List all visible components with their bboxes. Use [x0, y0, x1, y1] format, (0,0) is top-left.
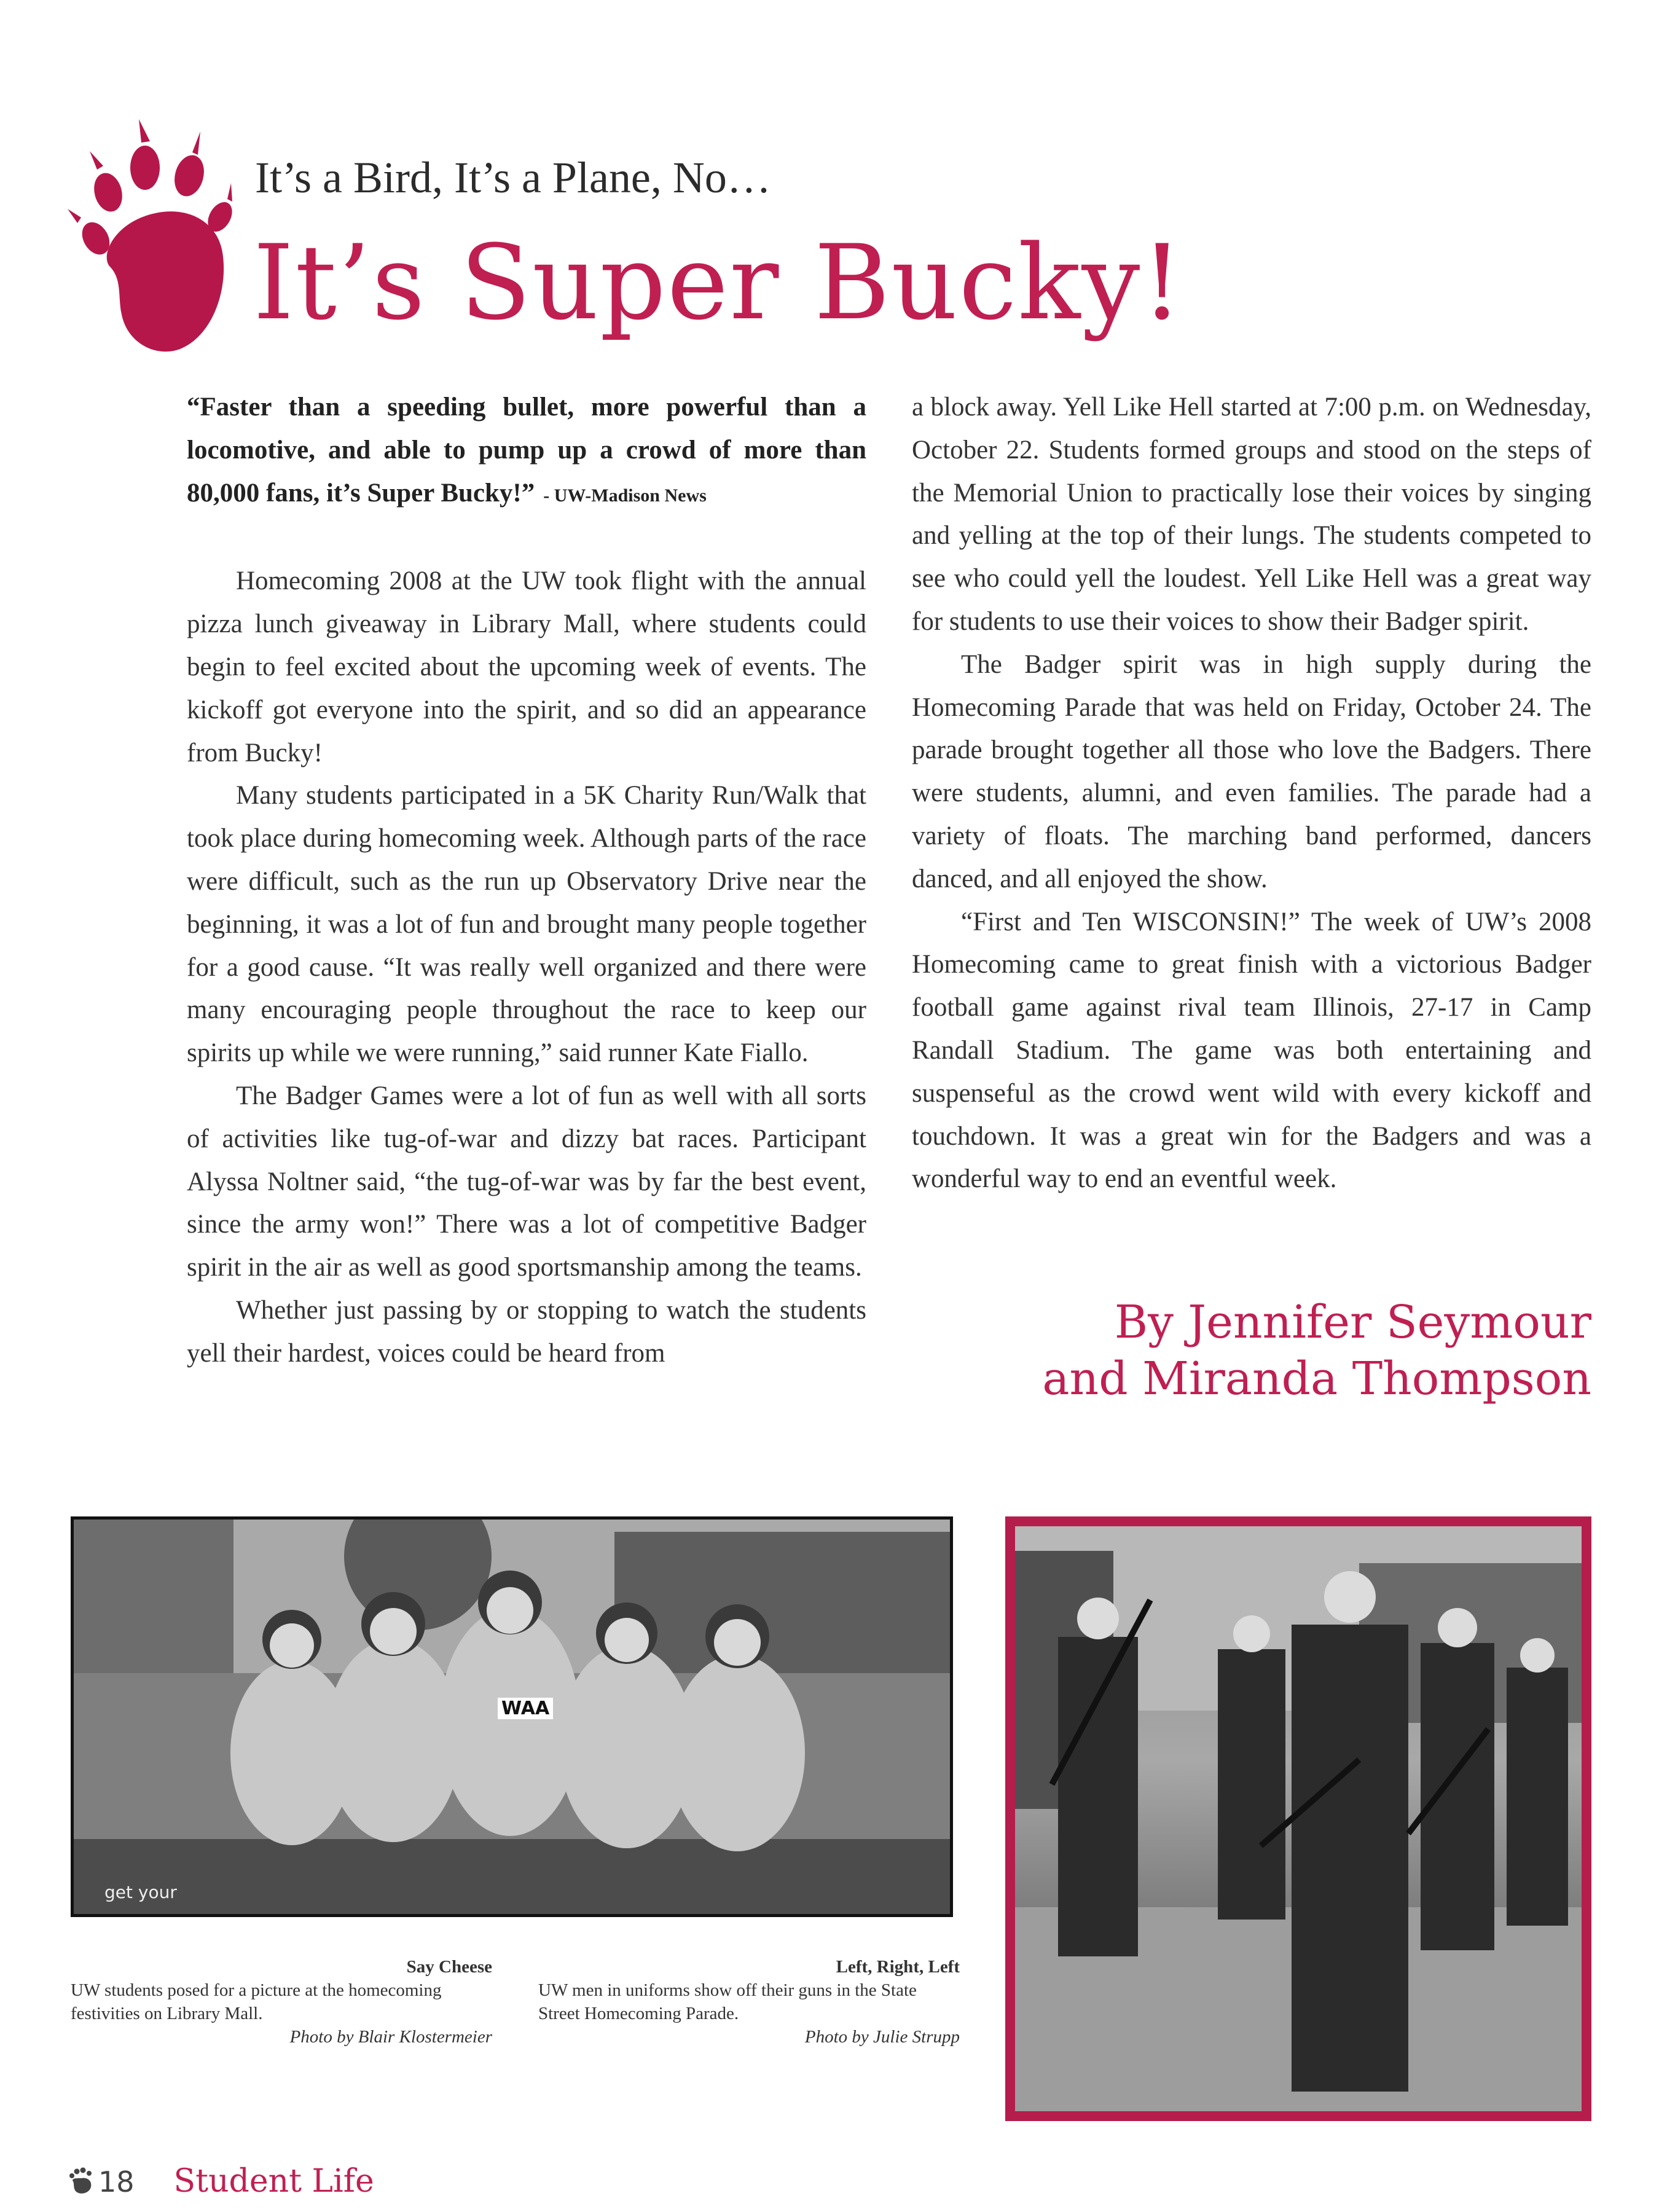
caption-say-cheese	[71, 1955, 492, 2049]
headline: It’s Super Bucky!	[253, 222, 1184, 343]
pull-quote-text: “Faster than a speeding bullet, more powerful than a locomotive, and able to pump up a crowd of more than 80,000 fans, it’s Super Bucky!”	[187, 393, 866, 508]
caption-title: Say Cheese	[406, 1957, 492, 1977]
kicker: It’s a Bird, It’s a Plane, No…	[255, 153, 771, 202]
photo-say-cheese	[71, 1516, 953, 1917]
paragraph: Whether just passing by or stopping to watch the students yell their hardest, voices could be heard from	[187, 1295, 866, 1368]
paragraph: Many students participated in a 5K Charity Run/Walk that took place during homecoming week. Although parts of the race were difficult, such as the run up Observatory Drive near the beginning, it was a lot of fun and brought many people together for a good cause. “It was really well organized and there were many encouraging people throughout the race to keep our spirits up while we were running,” said runner Kate Fiallo.	[187, 781, 866, 1068]
byline-line-1: By Jennifer Seymour	[1114, 1296, 1591, 1349]
paragraph: The Badger spirit was in high supply during the Homecoming Parade that was held on Friday, October 24. The parade brought together all those who love the Badgers. There were students, alumni, and even families. The parade had a variety of floats. The marching band performed, dancers danced, and all enjoyed the show.	[912, 649, 1591, 893]
table-sign: get your	[104, 1882, 177, 1902]
page-number: 18	[98, 2165, 135, 2198]
paw-print-icon	[69, 2167, 93, 2194]
paragraph: a block away. Yell Like Hell started at 7:00 p.m. on Wednesday, October 22. Students formed groups and stood on the steps of the Memorial Union to practically lose their voices by singing and yelling at the top of their lungs. The students competed to see who could yell the loudest. Yell Like Hell was a great way for students to use their voices to show their Badger spirit.	[912, 393, 1591, 636]
paragraph: The Badger Games were a lot of fun as well with all sorts of activities like tug-of-war and dizzy bat races. Participant Alyssa Noltner said, “the tug-of-war was by far the best event, since the army won!” There was a lot of competitive Badger spirit in the air as well as good sportsmanship among the teams.	[187, 1081, 866, 1282]
paw-print-icon	[66, 97, 232, 355]
caption-text: UW men in uniforms show off their guns in the State Street Homecoming Parade.	[538, 1980, 917, 2023]
section-name: Student Life	[173, 2163, 374, 2200]
page-footer	[69, 2163, 374, 2200]
caption-text: UW students posed for a picture at the homecoming festivities on Library Mall.	[71, 1980, 442, 2023]
paragraph: Homecoming 2008 at the UW took flight with the annual pizza lunch giveaway in Library Mall, where students could begin to feel excited about the upcoming week of events. The kickoff got everyone into the spirit, and so did an appearance from Bucky!	[187, 567, 866, 767]
caption-left-right-left	[538, 1955, 960, 2049]
article-column-left	[187, 386, 866, 1375]
byline	[1042, 1294, 1591, 1407]
byline-line-2: and Miranda Thompson	[1042, 1352, 1591, 1405]
shirt-logo: WAA	[498, 1698, 553, 1719]
photo-left-right-left	[1005, 1516, 1591, 2121]
photo-credit: Photo by Julie Strupp	[804, 2027, 960, 2047]
paragraph: “First and Ten WISCONSIN!” The week of UW’s 2008 Homecoming came to great finish with a victorious Badger football game against rival team Illinois, 27-17 in Camp Randall Stadium. The game was both entertaining and suspenseful as the crowd went wild with every kickoff and touchdown. It was a great win for the Badgers and was a wonderful way to end an eventful week.	[912, 907, 1591, 1194]
pull-quote	[187, 386, 866, 517]
photo-credit: Photo by Blair Klostermeier	[289, 2027, 492, 2047]
caption-title: Left, Right, Left	[836, 1957, 960, 1977]
pull-quote-source: - UW-Madison News	[543, 485, 707, 506]
article-column-right	[912, 386, 1591, 1201]
